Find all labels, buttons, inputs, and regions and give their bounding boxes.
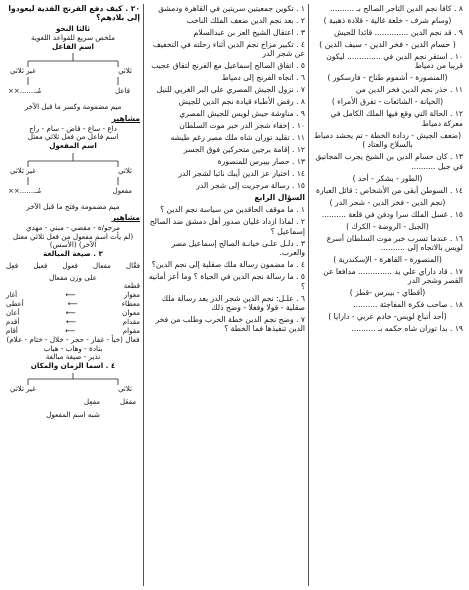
pair-3-a: معوان [122, 309, 140, 318]
q10: ١٠ . استقر نجم الدين في .............. ليكون قريبا من دمياط [326, 52, 463, 71]
nazeer-note: نذير - صيغة مبالغة [45, 352, 101, 362]
exaggeration-title: ٣ . صيغة المبالغة [43, 248, 103, 258]
pair-row-4 [6, 318, 140, 327]
question-5: ٥ . ما رسالة نجم الدين في الحياة ؟ وما أعز أمانيه ؟ [148, 272, 305, 291]
exaggeration-forms [6, 262, 140, 271]
pair-3-b: أعان [6, 309, 20, 318]
q12: ١٢ . الحالة التي وقع فيها الملك الكامل في معركة دمياط [330, 109, 463, 128]
question-7: ٧ . وضح نجم الدين خطة الحرب وطلب من فخر الدين تنفيذها فما الخطة ؟ [155, 315, 305, 334]
event-15: ١٥ . رسالة مرجريت إلى شجر الدر [196, 181, 305, 191]
time-place-title: ٤ . اسما الزمان والمكان [30, 360, 116, 370]
pair-4-a: مقدام [122, 318, 140, 327]
form-3: فعول [62, 261, 78, 270]
q15-options: (الجبل - الروضة - الكرك ) [346, 221, 429, 231]
q17-options: (أقطاي - بيبرس -قطز ) [349, 288, 426, 298]
famous-heading-2: مشاهير [111, 213, 140, 223]
q16-options: (المنصورة - القاهرة - الإسكندرية ) [333, 255, 442, 265]
arrow-icon: ⟵ [65, 309, 76, 318]
event-9: ٩ . مناوشة جيش لويس للجيش المصري [179, 109, 305, 119]
arrow-icon: ⟵ [65, 327, 76, 336]
grammar-title: ثالثا النحو [55, 24, 90, 34]
event-3: ٣ . اعتقال الشيخ العز بن عبدالسلام [193, 28, 305, 37]
event-8: ٨ . رفض الأطباء قيادة نجم الدين للجيش [178, 97, 305, 107]
tree1-formula: مُـ.......×× [8, 87, 42, 96]
q17: ١٧ . قاد داراي علي يد .............. مدافعا عن القصر وشجر الدر [323, 267, 463, 286]
famous-heading-1: مشاهير [111, 113, 140, 123]
q15: ١٥ . غسل الملك سرا ودفن في قلعة .......... [321, 209, 463, 219]
arrow-icon: ⟵ [67, 300, 78, 309]
q13-options: (الطور - يشكر - أحد ) [352, 173, 423, 183]
form-2: مفعال [93, 261, 111, 270]
left-column [3, 4, 143, 586]
event-13: ١٣ . حصار بيبرس للمنصورة [217, 157, 305, 167]
pair-5-a: مقوام [122, 327, 140, 336]
famous-examples-2-note: (لم يأت اسم مفعول من فعل ثلاثي معتل الآخر) (الأسس) [12, 231, 134, 250]
tree3-form-b: مفعِل [84, 397, 100, 406]
active-participle-title: اسم الفاعل [51, 41, 95, 51]
tree1-bottom-label: فاعل [115, 87, 130, 96]
q10-options: (المنصورة - أشموم طناح - فارسكور ) [327, 73, 448, 83]
arrow-icon: ⟵ [65, 291, 76, 300]
pair-1-a: مغوار [123, 291, 140, 300]
active-participle-diagram [6, 51, 140, 103]
event-7: ٧ . نزول الجيش المصري على البر الغربي للنيل [156, 85, 305, 95]
q11-options: (الخيانة - الشائعات - تفرق الأمراء ) [331, 97, 444, 107]
tree2-right-label: ثلاثي [118, 166, 132, 175]
pair-2-b: أعطى [6, 300, 24, 309]
famous-examples-1-note: اسم فاعل من فعل ثلاثي معتل [27, 132, 119, 142]
middle-column [143, 4, 308, 586]
time-place-note: شبه اسم المفعول [46, 409, 100, 419]
event-5: ٥ . اتفاق الصالح إسماعيل مع الفرنج لتفاق عجيب [151, 61, 305, 71]
tree2-formula: مُـ.......×× [8, 186, 42, 195]
passive-participle-diagram [6, 151, 140, 203]
event-6: ٦ . اتجاه الفرنج إلى دمياط [221, 73, 305, 83]
tree-lines-2 [6, 151, 140, 203]
faal-examples: فعال (خبأ - غفار - حجر - خلال - ختام - علام) [6, 335, 140, 345]
question-1: ١ . ما موقف الحاقدين من سياسة نجم الدين ؟ [160, 205, 305, 215]
q12-options: (ضعف الجيش - ردادة الخطة - تم يحشد دمياط بالسلاح والعتاد ) [313, 130, 462, 150]
event-4: ٤ . تكبير مزاج نجم الدين أثناء رحلته في التخفيف عن شجر الدر [152, 40, 305, 59]
question-20: ٢٠ . كيف دفع الفرنج الفدية ليعودوا إلى بلادهم؟ [8, 4, 140, 23]
q11: ١١ . حذر نجم الدين فخر الدين من [355, 85, 463, 95]
grammar-subtitle: ملخص سريع للقواعد اللغوية [31, 33, 115, 42]
q16: ١٦ . عندما تسرب خبر موت السلطان أسرع لويس بالاتجاه إلى .......... [326, 233, 463, 253]
q9-options: ( حسام الدين - فخر الدين - سيف الدين ) [319, 40, 456, 49]
form-5: فعِل [6, 261, 19, 270]
pairs-head: قطعة [123, 282, 140, 291]
question-3: ٣ . دلـل علـى خيانـة الصالح إسماعيل مصر والعرب. [171, 238, 305, 258]
event-12: ١٢ . إقامة برجين متحركين فوق الجسر [183, 145, 305, 155]
right-column [308, 4, 466, 586]
tree2-left-label: غير ثلاثي [10, 166, 36, 175]
event-1: ١ . تكوين جمعيتين سريتين في القاهرة ودمشق [158, 4, 305, 13]
arrow-icon: ⟵ [66, 318, 77, 327]
q14: ١٤ . السوطن أبقى من الأشخاص : قائل العبارة [316, 185, 463, 195]
active-participle-note: ميم مضمومة وكسر ما قبل الآخر [24, 102, 122, 112]
form-1: فعَّال [126, 261, 140, 270]
q9: ٩ . قد نجم الدين .............. قائدا للجيش [333, 28, 463, 37]
passive-participle-note: ميم مضمومة وفتح ما قبل الآخر [26, 201, 120, 211]
pair-2-a: معطاء [121, 300, 140, 309]
pair-row-3 [6, 309, 140, 318]
q8-options: (وسام شرف - خلعة غالية - قلادة ذهبية ) [323, 16, 452, 25]
pairs-head-row [6, 282, 140, 291]
form-4: فعيل [33, 261, 48, 270]
tree3-left-label: غير ثلاثي [10, 384, 36, 393]
q13: ١٣ . كان حسام الدين بن الشيخ يجرب المجانيق في جبل .......... [315, 152, 463, 171]
tree2-bottom-label: مفعول [112, 186, 132, 195]
faal-examples-2: بنادة - وهاب - هياب [43, 343, 103, 353]
time-place-diagram [6, 371, 140, 411]
question-2: ٢ . لماذا ازداد غليان صدور أهل دمشق ضد الصالح إسماعيل ؟ [149, 217, 305, 236]
passive-participle-title: اسم المفعول [49, 140, 97, 150]
mifaal-title: على وزن مفعال [49, 272, 97, 282]
event-11: ١١ . تقليد توران شاه ملك مصر رغم طيشه [170, 133, 305, 143]
q18: ١٨ . صاحب فكرة المفاجئة .......... [353, 300, 463, 310]
pair-row-2 [6, 300, 140, 309]
tree1-left-label: غير ثلاثي [10, 67, 36, 76]
q19: ١٩ . بدا توران شاه حكمه بـ .......... [351, 324, 463, 334]
event-14: ١٤ . اختيار عز الدين أيبك نائبا لشجر الدر [178, 169, 305, 179]
event-10: ١٠ . إخفاء شجر الدر خبر موت السلطان [179, 121, 305, 131]
question-4: ٤ . ما مضمون رسالة ملك صقلية إلى نجم الدين؟ [151, 260, 305, 270]
pair-4-b: أقدم [6, 318, 20, 327]
q14-options: (نجم الدين - فخر الدين - شجر الدر ) [329, 197, 446, 207]
tree3-form-a: مفعَل [120, 397, 136, 406]
famous-examples-1: داع - ساع - قاض - سام - راج [29, 123, 117, 133]
event-2: ٢ . بعد نجم الدين ضعف الملك الناخب [186, 16, 305, 25]
section-four-heading: السؤال الرابع [254, 193, 305, 203]
tree-lines [6, 51, 140, 103]
tree1-right-label: ثلاثي [118, 67, 132, 76]
question-6: ٦ . علـل: نجم الدين شجر الدر بعد رسالة ملك صقلية - قولا وفعلا - وضح ذلك [161, 293, 305, 313]
pair-1-b: أغار [6, 291, 18, 300]
q18-options: (أحد أتباع لويس- خادم عربي - دارايا ) [328, 312, 447, 322]
q8: ٨ . كافأ نجم الدين التاجر الصالح بـ .......... [330, 4, 463, 13]
pair-row-1 [6, 291, 140, 300]
pair-5-b: أقام [6, 327, 18, 336]
tree3-right-label: ثلاثي [118, 384, 132, 393]
famous-examples-2: مرجو/ة - مقضي - مبني - مهدي [25, 223, 121, 233]
